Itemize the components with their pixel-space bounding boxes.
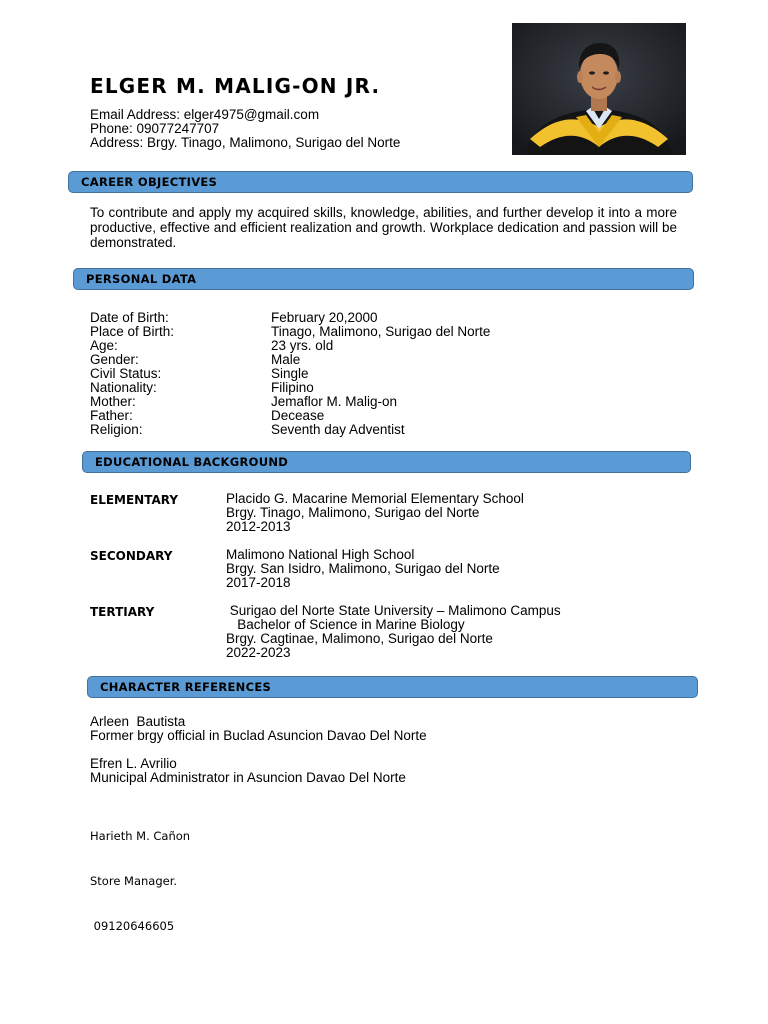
- personal-row: [90, 339, 690, 353]
- personal-row: [90, 381, 690, 395]
- education-years: 2012-2013: [226, 519, 291, 534]
- personal-label: Religion:: [90, 422, 143, 437]
- personal-row: [90, 423, 690, 437]
- education-school: Surigao del Norte State University – Malimono Campus: [226, 603, 561, 618]
- education-years: 2022-2023: [226, 645, 291, 660]
- career-objectives-text: To contribute and apply my acquired skills, knowledge, abilities, and further develop it into a more productive, effective and efficient realization and growth. Workplace dedication and passion will be demonstrated.: [90, 205, 677, 250]
- personal-label: Date of Birth:: [90, 310, 169, 325]
- education-school: Malimono National High School: [226, 547, 415, 562]
- education-school: Placido G. Macarine Memorial Elementary School: [226, 491, 524, 506]
- education-level-label: ELEMENTARY: [90, 493, 179, 507]
- personal-row: [90, 325, 690, 339]
- personal-data-table: [90, 311, 690, 437]
- personal-label: Gender:: [90, 352, 139, 367]
- education-elementary: [90, 492, 690, 534]
- reference-role: Store Manager.: [90, 874, 178, 888]
- education-address: Brgy. Tinago, Malimono, Surigao del Norte: [226, 505, 480, 520]
- personal-label: Place of Birth:: [90, 324, 175, 339]
- contact-block: [90, 108, 400, 150]
- personal-value: February 20,2000: [271, 310, 378, 325]
- personal-value: Tinago, Malimono, Surigao del Norte: [271, 324, 491, 339]
- personal-data-header: PERSONAL DATA: [73, 268, 694, 290]
- reference-phone: 09120646605: [90, 919, 175, 933]
- personal-row: [90, 409, 690, 423]
- personal-label: Civil Status:: [90, 366, 162, 381]
- character-references-header: CHARACTER REFERENCES: [87, 676, 698, 698]
- reference-role: Municipal Administrator in Asuncion Davao Del Norte: [90, 770, 406, 785]
- personal-row: [90, 311, 690, 325]
- education-degree: Bachelor of Science in Marine Biology: [226, 617, 465, 632]
- personal-value: 23 yrs. old: [271, 338, 334, 353]
- education-level-label: SECONDARY: [90, 549, 173, 563]
- reference-2: [90, 757, 406, 785]
- address-line: Address: Brgy. Tinago, Malimono, Surigao del Norte: [90, 135, 401, 150]
- personal-value: Single: [271, 366, 309, 381]
- reference-3: [90, 799, 190, 949]
- education-secondary: [90, 548, 690, 590]
- reference-role: Former brgy official in Buclad Asuncion Davao Del Norte: [90, 728, 427, 743]
- personal-value: Decease: [271, 408, 325, 423]
- educational-background-header: EDUCATIONAL BACKGROUND: [82, 451, 691, 473]
- personal-value: Seventh day Adventist: [271, 422, 405, 437]
- education-address: Brgy. Cagtinae, Malimono, Surigao del Norte: [226, 631, 493, 646]
- education-level-label: TERTIARY: [90, 605, 155, 619]
- personal-label: Age:: [90, 338, 118, 353]
- career-objectives-header: CAREER OBJECTIVES: [68, 171, 693, 193]
- reference-1: [90, 715, 427, 743]
- email-line: Email Address: elger4975@gmail.com: [90, 107, 320, 122]
- personal-row: [90, 395, 690, 409]
- reference-name: Arleen Bautista: [90, 714, 186, 729]
- personal-value: Male: [271, 352, 301, 367]
- reference-name: Harieth M. Cañon: [90, 829, 191, 843]
- personal-label: Nationality:: [90, 380, 157, 395]
- personal-value: Jemaflor M. Malig-on: [271, 394, 398, 409]
- personal-label: Father:: [90, 408, 133, 423]
- personal-value: Filipino: [271, 380, 314, 395]
- resume-name: ELGER M. MALIG-ON JR.: [90, 74, 381, 98]
- education-tertiary: [90, 604, 690, 660]
- reference-name: Efren L. Avrilio: [90, 756, 177, 771]
- education-years: 2017-2018: [226, 575, 291, 590]
- phone-line: Phone: 09077247707: [90, 121, 220, 136]
- graduation-portrait-icon: [512, 23, 686, 155]
- profile-photo: [512, 23, 686, 155]
- personal-label: Mother:: [90, 394, 136, 409]
- personal-row: [90, 353, 690, 367]
- personal-row: [90, 367, 690, 381]
- education-address: Brgy. San Isidro, Malimono, Surigao del Norte: [226, 561, 500, 576]
